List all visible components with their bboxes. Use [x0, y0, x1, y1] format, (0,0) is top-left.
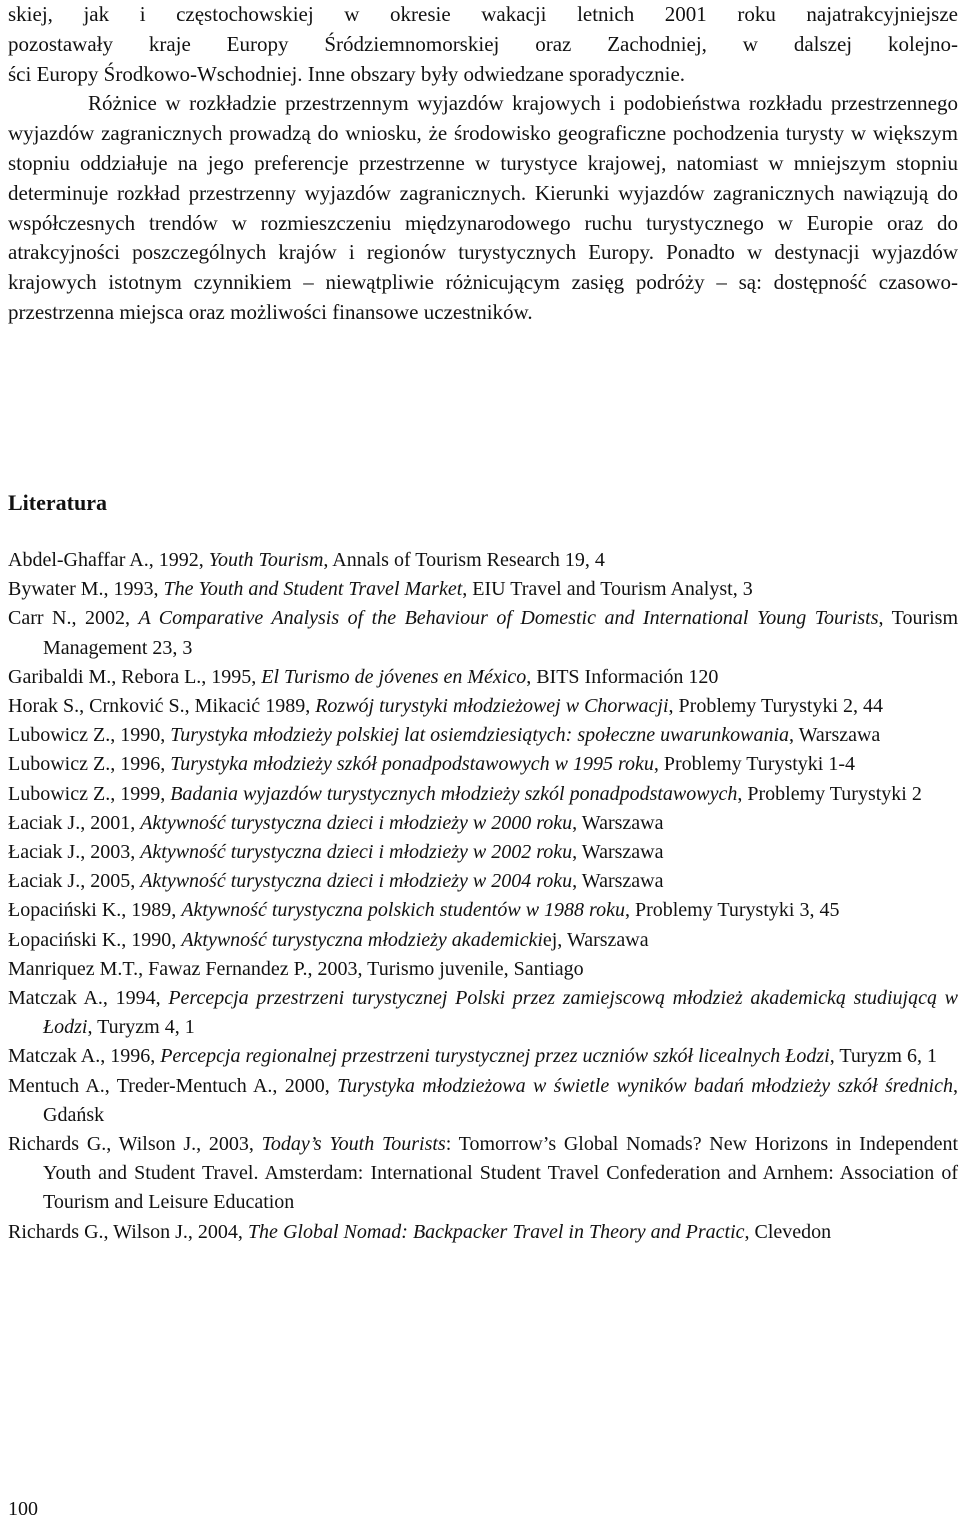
reference-item — [8, 604, 958, 662]
reference-title: A Comparative Analysis of the Behaviour of Domestic and International Young Tourists — [138, 607, 879, 630]
reference-title: Aktywność turystyczna dzieci i młodzieży w 2002 roku — [140, 841, 573, 864]
reference-item — [8, 896, 958, 925]
reference-item — [8, 955, 958, 984]
reference-item — [8, 546, 958, 575]
reference-source: , Problemy Turystyki 3, 45 — [624, 899, 840, 922]
reference-title: Aktywność turystyczna dzieci i młodzieży w 2000 roku — [140, 811, 573, 834]
reference-source: , BITS Información 120 — [526, 665, 719, 688]
reference-source: , Warszawa — [789, 724, 881, 747]
reference-source: , Warszawa — [572, 841, 664, 864]
reference-source: , Problemy Turystyki 2, 44 — [668, 695, 884, 718]
paragraph-2: Różnice w rozkładzie przestrzennym wyjazdów krajowych i podobieństwa rozkładu przestrzennego wyjazdów zagranicznych prowadzą do wniosku, że środowisko geograficzne pochodzenia turysty w większym stopniu oddziałuje na jego preferencje przestrzenne w turystyce krajowej, natomiast w mniejszym stopniu determinuje rozkład przestrzenny wyjazdów zagranicznych. Kierunki wyjazdów zagranicznych nawiązują do współczesnych trendów w rozmieszczeniu międzynarodowego ruchu turystycznego w Europie oraz do atrakcyjności poszczególnych krajów i regionów turystycznych Europy. Ponadto w destynacji wyjazdów krajowych istotnym czynnikiem – niewątpliwie różnicującym zasięg podróży – są: dostępność czasowo-przestrzenna miejsca oraz możliwości finansowe uczestników. — [8, 91, 958, 324]
reference-authors: Garibaldi M., Rebora L., 1995, — [8, 665, 262, 688]
reference-source: , Clevedon — [744, 1220, 832, 1243]
reference-list — [8, 546, 958, 1247]
reference-title: Turystyka młodzieży polskiej lat osiemdziesiątych: społeczne uwarunkowania — [170, 724, 789, 747]
reference-source: , EIU Travel and Tourism Analyst, 3 — [462, 578, 753, 601]
reference-source: : Tomorrow’s Global Nomads? New Horizons in Independent Youth and Student Travel. Amsterdam: International Student Travel Confederation and Arnhem: Association of Tourism and Leisure Education — [43, 1133, 959, 1214]
reference-source: , Turyzm 6, 1 — [829, 1045, 937, 1068]
paragraph-1-line: skiej, jak i częstochowskiej w okresie wakacji letnich 2001 roku najatrakcyjniejsze — [8, 2, 958, 26]
reference-authors: Łopaciński K., 1989, — [8, 899, 182, 922]
paragraph-1-line: pozostawały kraje Europy Śródziemnomorskiej oraz Zachodniej, w dalszej kolejno- — [8, 31, 958, 56]
reference-title: Aktywność turystyczna polskich studentów w 1988 roku — [181, 899, 625, 922]
body-text — [8, 0, 958, 328]
reference-item — [8, 750, 958, 779]
reference-title: Aktywność turystyczna młodzieży akademicki — [181, 928, 543, 951]
reference-title: Percepcja regionalnej przestrzeni turystycznej przez uczniów szkół licealnych Łodzi — [160, 1045, 830, 1068]
reference-title: The Youth and Student Travel Market — [163, 578, 463, 601]
reference-title: Aktywność turystyczna dzieci i młodzieży w 2004 roku — [140, 870, 573, 893]
reference-item — [8, 1042, 958, 1071]
reference-authors: Lubowicz Z., 1999, — [8, 782, 171, 805]
reference-title: El Turismo de jóvenes en México — [261, 665, 527, 688]
reference-title: Percepcja przestrzeni turystycznej Polski przez zamiejscową młodzież akademicką studiującą w Łodzi — [43, 987, 958, 1039]
page-number: 100 — [8, 1498, 38, 1520]
reference-source: , Problemy Turystyki 2 — [737, 782, 922, 805]
reference-source: , Problemy Turystyki 1-4 — [653, 753, 856, 776]
reference-title: Turystyka młodzieżowa w świetle wyników badań młodzieży szkół średnich — [337, 1074, 953, 1097]
section-heading: Literatura — [8, 490, 107, 515]
reference-authors: Mentuch A., Treder-Mentuch A., 2000, — [8, 1074, 338, 1097]
reference-item — [8, 692, 958, 721]
reference-authors: Abdel-Ghaffar A., 1992, — [8, 549, 209, 571]
reference-item — [8, 663, 958, 692]
reference-authors: Matczak A., 1994, — [8, 987, 169, 1010]
reference-authors: Horak S., Crnković S., Mikacić 1989, — [8, 695, 316, 718]
reference-item — [8, 575, 958, 604]
reference-authors: Łaciak J., 2003, — [8, 841, 141, 864]
reference-authors: Łopaciński K., 1990, — [8, 928, 182, 951]
reference-item — [8, 721, 958, 750]
reference-title: Badania wyjazdów turystycznych młodzieży szkól ponadpodstawowych — [170, 782, 738, 805]
reference-title: Rozwój turystyki młodzieżowej w Chorwacji — [315, 695, 669, 718]
reference-item — [8, 809, 958, 838]
reference-source: , Tourism Management 23, 3 — [43, 607, 959, 659]
reference-source: ej, Warszawa — [542, 928, 649, 951]
reference-item — [8, 1072, 958, 1130]
reference-authors: Carr N., 2002, — [8, 607, 139, 630]
reference-item — [8, 926, 958, 955]
reference-title: Turystyka młodzieży szkół ponadpodstawowych w 1995 roku — [170, 753, 654, 776]
paragraph-1 — [8, 0, 958, 89]
reference-title: Today’s Youth Tourists — [261, 1133, 446, 1156]
reference-source: , Turyzm 4, 1 — [87, 1016, 195, 1039]
reference-item — [8, 1130, 958, 1218]
reference-item — [8, 1218, 958, 1247]
reference-authors: Bywater M., 1993, — [8, 578, 164, 601]
reference-authors: Richards G., Wilson J., 2003, — [8, 1133, 262, 1156]
reference-authors: Łaciak J., 2001, — [8, 811, 141, 834]
reference-authors: Richards G., Wilson J., 2004, — [8, 1220, 248, 1243]
reference-item — [8, 838, 958, 867]
reference-authors: Lubowicz Z., 1996, — [8, 753, 171, 776]
reference-source: , Gdańsk — [43, 1074, 958, 1126]
reference-authors: Manriquez M.T., Fawaz Fernandez P., 2003, Turismo juvenile, Santiago — [8, 957, 584, 980]
reference-item — [8, 867, 958, 896]
reference-authors: Łaciak J., 2005, — [8, 870, 141, 893]
reference-item — [8, 984, 958, 1042]
reference-title: The Global Nomad: Backpacker Travel in Theory and Practic — [247, 1220, 745, 1243]
reference-source: , Warszawa — [572, 870, 664, 893]
reference-title: Youth Tourism — [208, 549, 324, 571]
reference-item — [8, 780, 958, 809]
reference-source: , Annals of Tourism Research 19, 4 — [323, 549, 605, 571]
paragraph-1-line: ści Europy Środkowo-Wschodniej. Inne obszary były odwiedzane sporadycznie. — [8, 61, 686, 86]
reference-authors: Matczak A., 1996, — [8, 1045, 161, 1068]
reference-source: , Warszawa — [572, 811, 664, 834]
reference-authors: Lubowicz Z., 1990, — [8, 724, 171, 747]
